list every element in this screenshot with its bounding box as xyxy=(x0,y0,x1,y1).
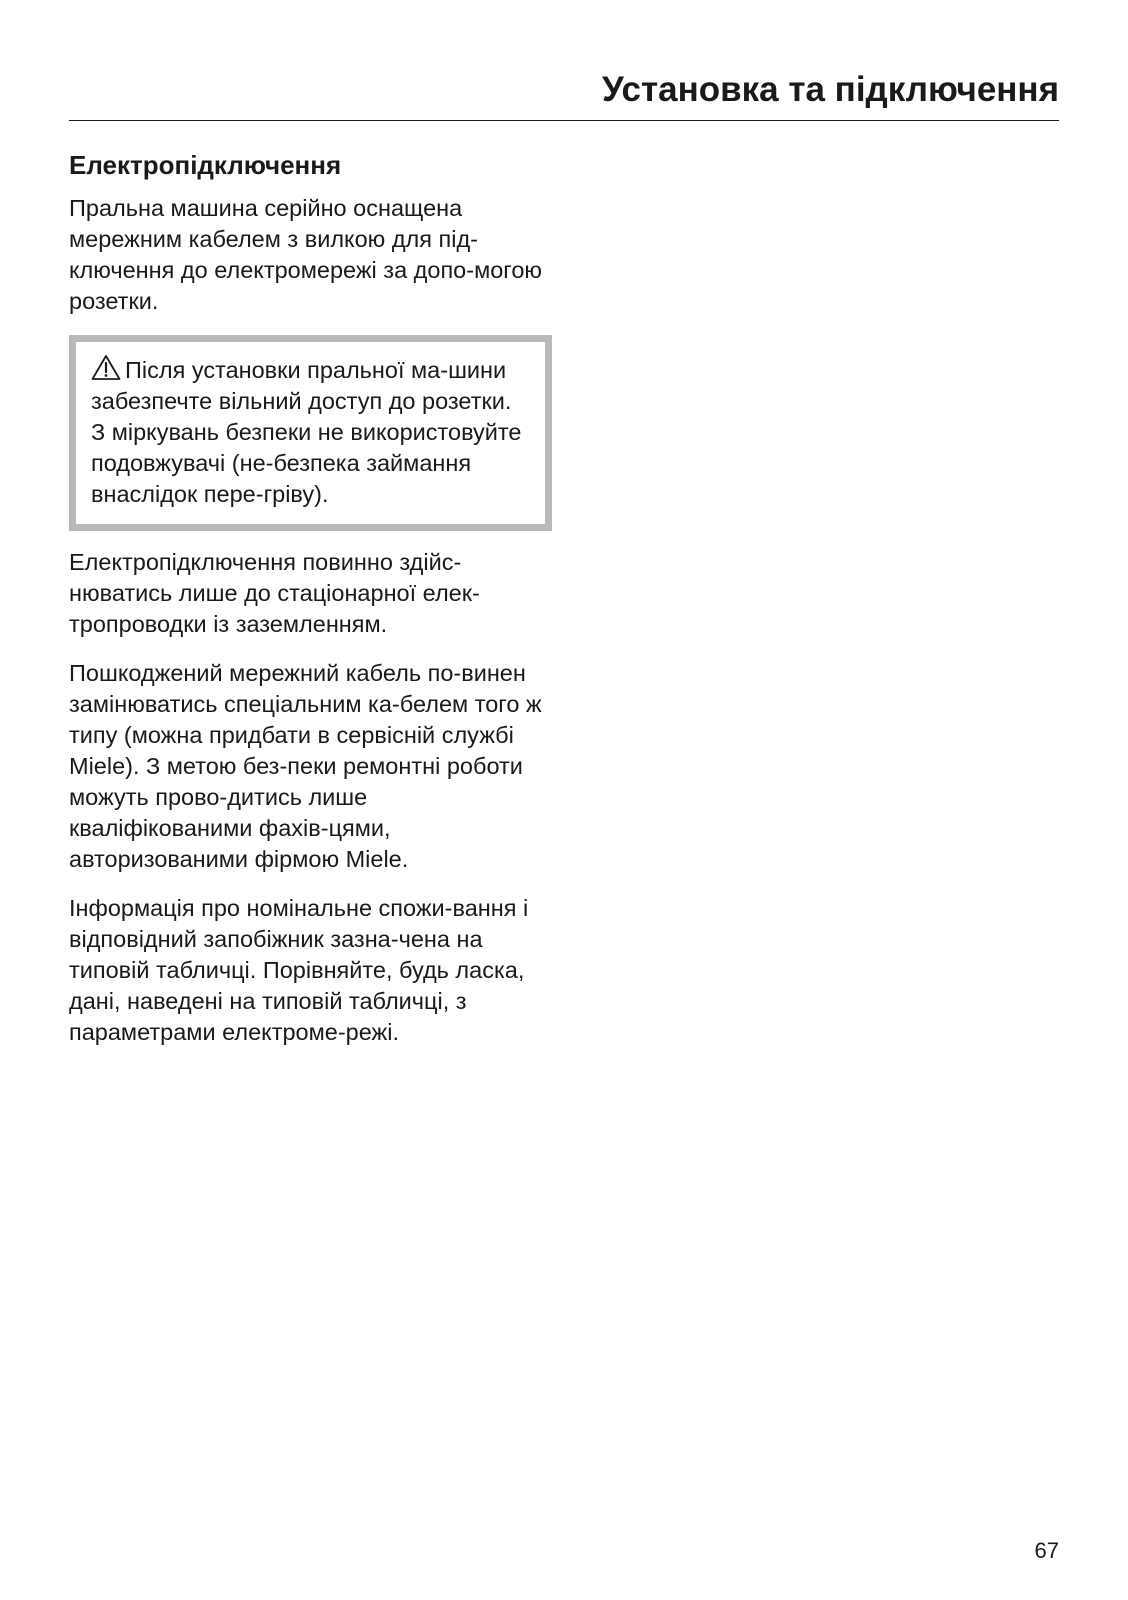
intro-paragraph: Пральна машина серійно оснащена мережним кабелем з вилкою для під-ключення до електромережі за допо-могою розетки. xyxy=(69,195,543,314)
page-header xyxy=(69,64,1059,121)
page-title: Установка та підключення xyxy=(601,70,1059,109)
warning-text: Після установки пральної ма-шини забезпечте вільний доступ до розетки. З міркувань безпеки не використовуйте подовжувачі (не-безпека займання внаслідок пере-гріву). xyxy=(91,357,522,507)
body-paragraph-grounding: Електропідключення повинно здійс-нюватись лише до стаціонарної елек-тропроводки із заземленням. xyxy=(69,549,480,637)
warning-box xyxy=(69,335,552,531)
page-number: 67 xyxy=(1034,1538,1059,1563)
main-content xyxy=(69,150,549,1066)
body-paragraph-rating-plate: Інформація про номінальне спожи-вання і відповідний запобіжник зазна-чена на типовій табличці. Порівняйте, будь ласка, дані, наведені на типовій табличці, з параметрами електроме-режі. xyxy=(69,895,529,1045)
warning-paragraph xyxy=(91,354,531,510)
section-title: Електропідключення xyxy=(69,150,342,180)
warning-triangle-icon xyxy=(91,354,121,381)
body-paragraph-cable-replacement: Пошкоджений мережний кабель по-винен замінюватись спеціальним ка-белем того ж типу (можна придбати в сервісній службі Miele). З метою без-пеки ремонтні роботи можуть прово-дитись лише кваліфікованими фахів-цями, авторизованими фірмою Miele. xyxy=(69,660,542,872)
